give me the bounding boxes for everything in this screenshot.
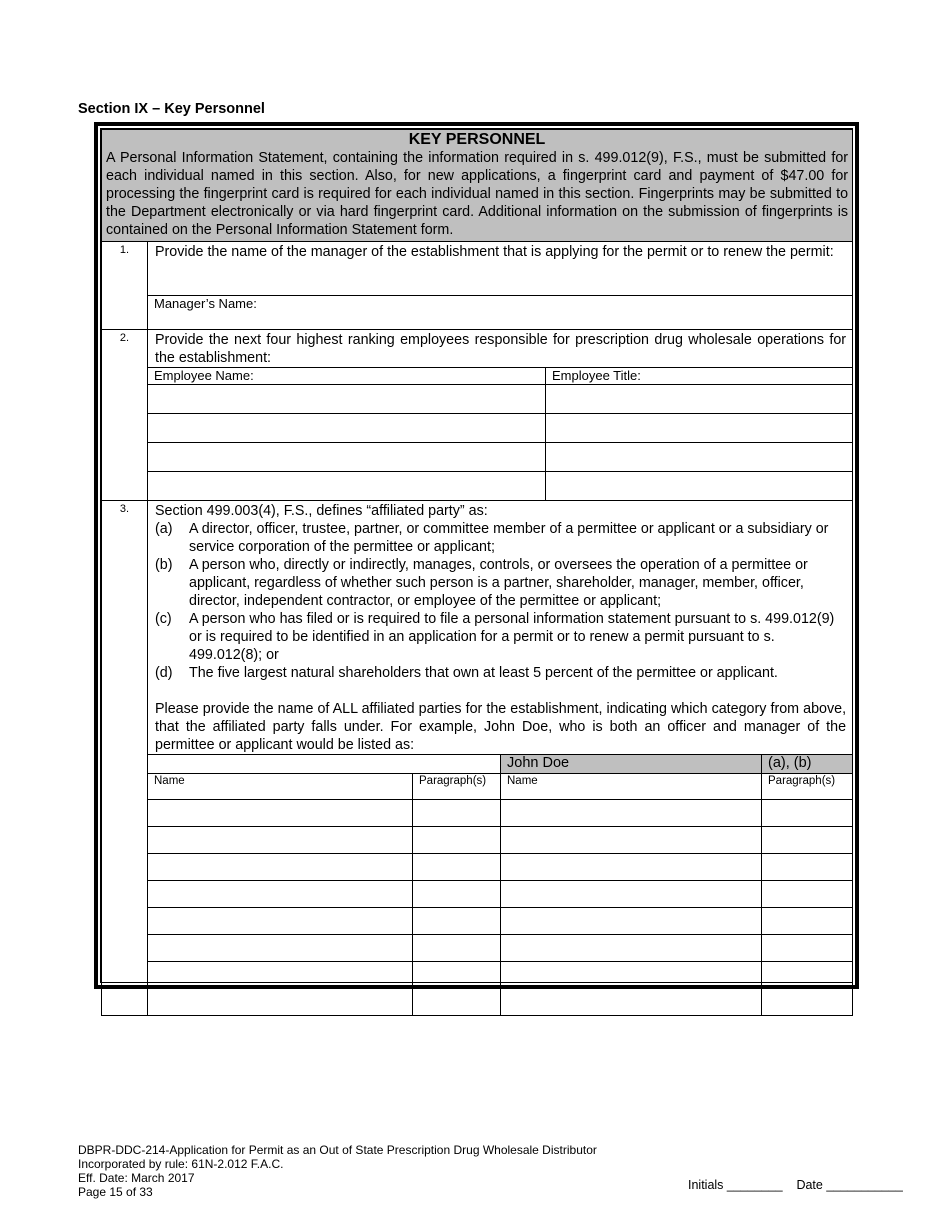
affiliated-paragraph-field[interactable] xyxy=(413,908,501,935)
header-text: A Personal Information Statement, containing the information required in s. 499.012(9), F.S., must be submitted for each individual named in this section. Also, for new applications, a fingerprint card and payment of $47.00 for processing the fingerprint card is required for each individual named in this section. Fingerprints may be submitted to the Department electronically or via hard fingerprint card. Additional information on the submission of fingerprints is contained on the Personal Information Statement form. xyxy=(106,150,849,238)
affiliated-name-field[interactable] xyxy=(501,827,762,854)
affiliated-name-field[interactable] xyxy=(148,962,413,989)
key-personnel-table xyxy=(101,129,853,1016)
q3-number: 3. xyxy=(102,501,148,1016)
affiliated-paragraph-field[interactable] xyxy=(413,881,501,908)
q3-intro: Section 499.003(4), F.S., defines “affiliated party” as: xyxy=(155,503,488,519)
affiliated-paragraph-field[interactable] xyxy=(762,908,853,935)
affiliated-name-field[interactable] xyxy=(148,800,413,827)
affiliated-paragraph-field[interactable] xyxy=(413,989,501,1016)
affiliated-name-field[interactable] xyxy=(501,881,762,908)
example-name: John Doe xyxy=(501,755,762,774)
affiliated-name-field[interactable] xyxy=(148,881,413,908)
manager-name-field[interactable] xyxy=(148,296,853,330)
affiliated-paragraph-field[interactable] xyxy=(762,989,853,1016)
key-personnel-form xyxy=(94,122,859,989)
affiliated-paragraph-field[interactable] xyxy=(762,881,853,908)
q3-instruction: Please provide the name of ALL affiliated parties for the establishment, indicating which category from above, that the affiliated party falls under. For example, John Doe, who is both an officer and manager of the permittee or applicant would be listed as: xyxy=(155,701,847,753)
page-number: Page 15 of 33 xyxy=(78,1185,153,1199)
definition-item: (a) A director, officer, trustee, partner, or committee member of a permittee or applicant or a subsidiary or service corporation of the permittee or applicant; xyxy=(155,521,829,555)
document-footer xyxy=(78,1143,597,1199)
q2-text: Provide the next four highest ranking employees responsible for prescription drug wholesale operations for the establishment: xyxy=(148,330,853,368)
affiliated-name-field[interactable] xyxy=(148,935,413,962)
effective-date: Eff. Date: March 2017 xyxy=(78,1171,195,1185)
affiliated-name-field[interactable] xyxy=(148,854,413,881)
header-title: KEY PERSONNEL xyxy=(408,131,546,148)
rule-reference: Incorporated by rule: 61N-2.012 F.A.C. xyxy=(78,1157,284,1171)
section-title: Section IX – Key Personnel xyxy=(78,101,265,117)
affiliated-paragraph-field[interactable] xyxy=(762,827,853,854)
affiliated-paragraph-field[interactable] xyxy=(413,827,501,854)
name-header: Name xyxy=(148,774,413,800)
paragraph-header: Paragraph(s) xyxy=(762,774,853,800)
affiliated-name-field[interactable] xyxy=(501,989,762,1016)
affiliated-name-field[interactable] xyxy=(148,908,413,935)
definition-item: (c) A person who has filed or is required to file a personal information statement pursuant to s. 499.012(9) or is required to be identified in an application for a permit or to renew a permit pursuant to s. 499.012(8); or xyxy=(155,611,835,663)
definition-item: (b) A person who, directly or indirectly, manages, controls, or oversees the operation of a permittee or applicant, regardless of whether such person is a partner, shareholder, manager, member, officer, director, independent contractor, or employee of the permittee or applicant; xyxy=(155,557,808,609)
initials-date-area xyxy=(688,1178,903,1192)
affiliated-name-field[interactable] xyxy=(148,827,413,854)
name-header: Name xyxy=(501,774,762,800)
definition-item: (d) The five largest natural shareholders that own at least 5 percent of the permittee or applicant. xyxy=(155,665,778,681)
example-paragraph: (a), (b) xyxy=(762,755,853,774)
affiliated-name-field[interactable] xyxy=(501,800,762,827)
employee-name-field[interactable] xyxy=(148,414,546,443)
manager-name-label: Manager’s Name: xyxy=(154,296,257,311)
affiliated-paragraph-field[interactable] xyxy=(413,854,501,881)
affiliated-party-definitions xyxy=(155,520,846,682)
affiliated-name-field[interactable] xyxy=(501,962,762,989)
employee-name-field[interactable] xyxy=(148,472,546,501)
employee-name-header: Employee Name: xyxy=(148,368,546,385)
q2-number: 2. xyxy=(102,330,148,501)
q1-text: Provide the name of the manager of the establishment that is applying for the permit or to renew the permit: xyxy=(148,242,853,296)
q3-text xyxy=(148,501,853,755)
affiliated-paragraph-field[interactable] xyxy=(762,854,853,881)
affiliated-paragraph-field[interactable] xyxy=(413,962,501,989)
employee-title-field[interactable] xyxy=(546,385,853,414)
employee-title-header: Employee Title: xyxy=(546,368,853,385)
affiliated-name-field[interactable] xyxy=(501,854,762,881)
affiliated-name-field[interactable] xyxy=(148,989,413,1016)
date-field[interactable]: Date ___________ xyxy=(796,1178,903,1192)
q1-number: 1. xyxy=(102,242,148,330)
initials-field[interactable]: Initials ________ xyxy=(688,1178,783,1192)
form-title: DBPR-DDC-214-Application for Permit as an Out of State Prescription Drug Wholesale Distributor xyxy=(78,1143,597,1157)
affiliated-paragraph-field[interactable] xyxy=(413,935,501,962)
affiliated-name-field[interactable] xyxy=(501,908,762,935)
affiliated-paragraph-field[interactable] xyxy=(762,800,853,827)
affiliated-name-field[interactable] xyxy=(501,935,762,962)
employee-name-field[interactable] xyxy=(148,385,546,414)
header-box xyxy=(102,130,853,242)
affiliated-paragraph-field[interactable] xyxy=(762,935,853,962)
paragraph-header: Paragraph(s) xyxy=(413,774,501,800)
employee-name-field[interactable] xyxy=(148,443,546,472)
employee-title-field[interactable] xyxy=(546,414,853,443)
employee-title-field[interactable] xyxy=(546,472,853,501)
affiliated-paragraph-field[interactable] xyxy=(413,800,501,827)
employee-title-field[interactable] xyxy=(546,443,853,472)
affiliated-paragraph-field[interactable] xyxy=(762,962,853,989)
